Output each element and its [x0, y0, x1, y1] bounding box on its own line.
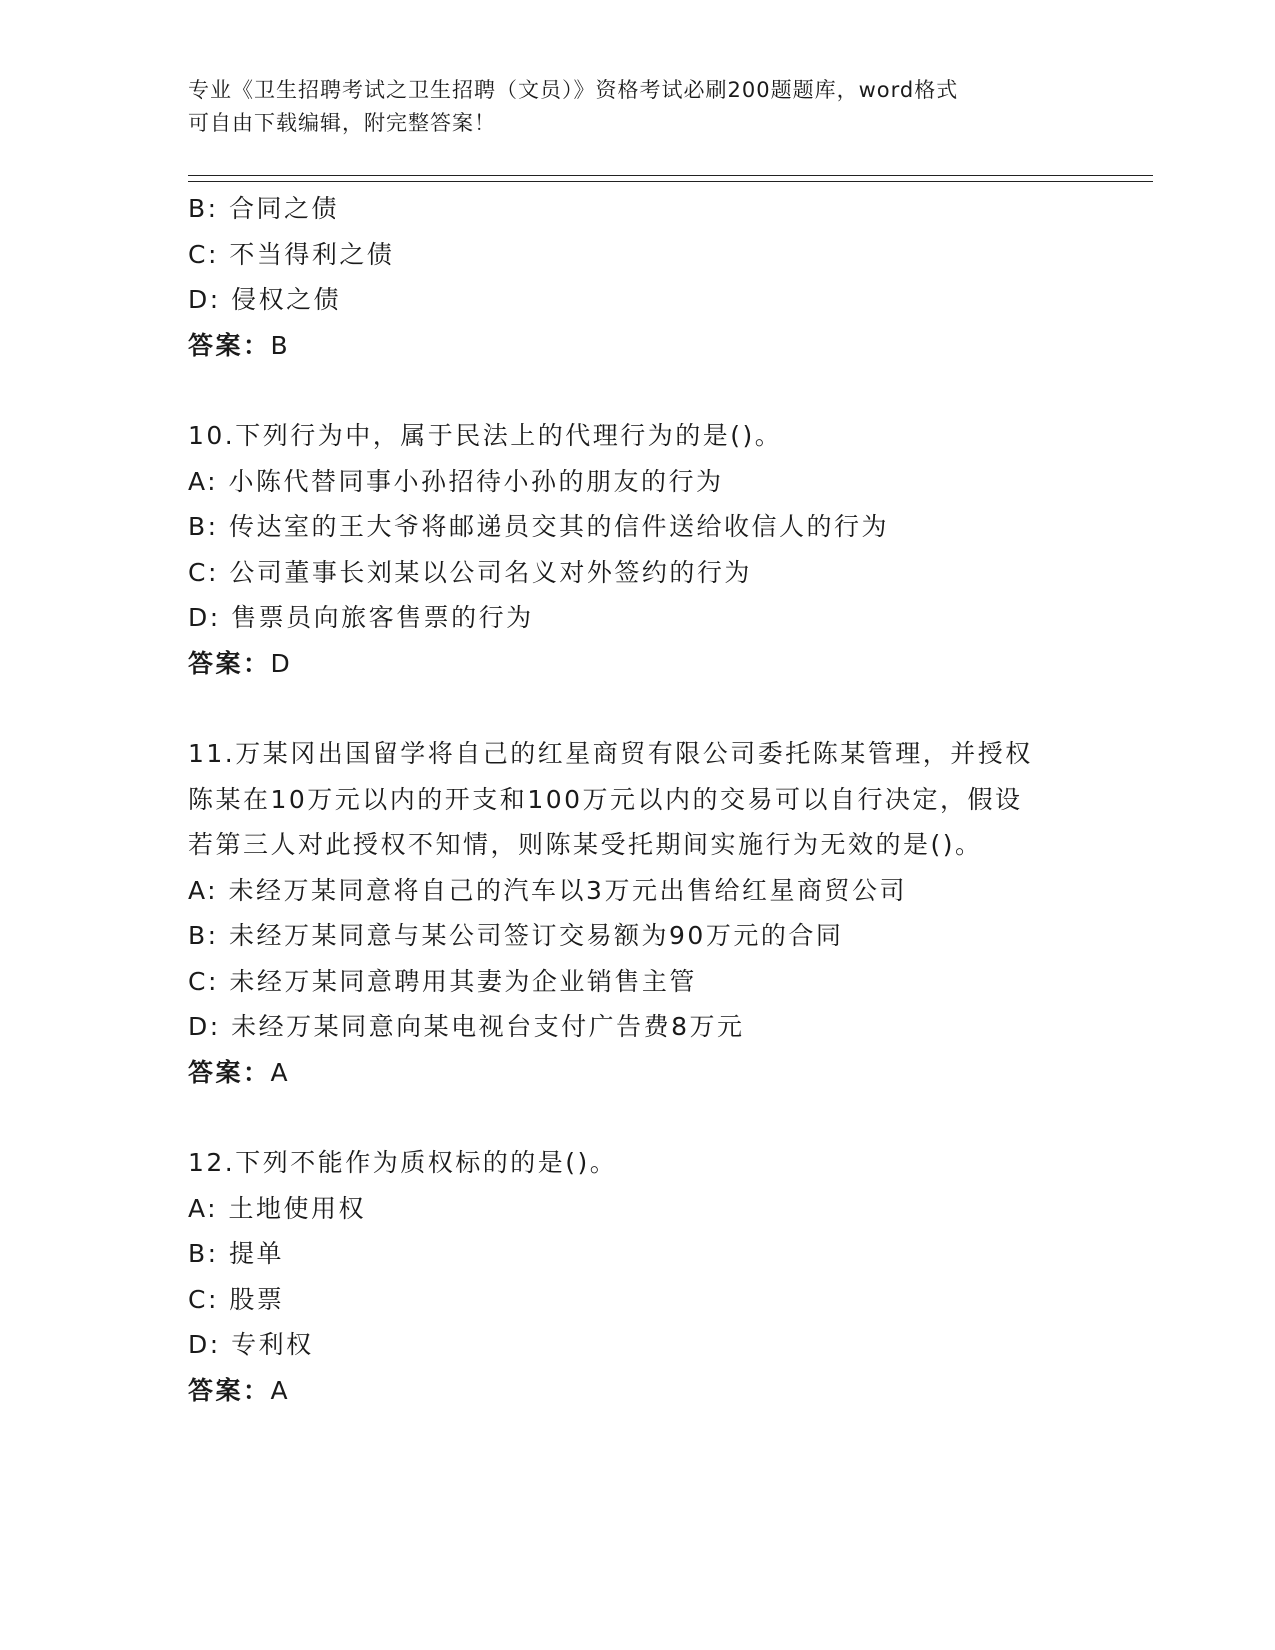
answer-line — [188, 641, 1088, 687]
option-a: A: 未经万某同意将自己的汽车以3万元出售给红星商贸公司 — [188, 875, 907, 905]
option-b: B: 提单 — [188, 1239, 285, 1268]
header-line-1: 专业《卫生招聘考试之卫生招聘（文员）》资格考试必刷200题题库，word格式 — [188, 78, 959, 102]
answer-value: B — [270, 330, 291, 360]
header-line-2: 可自由下载编辑，附完整答案！ — [188, 111, 496, 135]
document-body — [188, 186, 1088, 1458]
question-stem: 10.下列行为中，属于民法上的代理行为的是()。 — [188, 421, 783, 450]
option-b: B: 合同之债 — [188, 194, 340, 223]
answer-value: A — [270, 1375, 291, 1405]
option-c: C: 股票 — [188, 1284, 285, 1314]
option-b: B: 未经万某同意与某公司签订交易额为90万元的合同 — [188, 921, 844, 950]
question-11 — [188, 731, 1088, 1095]
answer-label: 答案： — [188, 648, 271, 678]
option-c: C: 公司董事长刘某以公司名义对外签约的行为 — [188, 557, 752, 587]
option-d: D: 专利权 — [188, 1330, 314, 1359]
header-rule-top — [188, 175, 1153, 176]
page-header — [188, 74, 1088, 140]
answer-line — [188, 1050, 1088, 1096]
answer-line — [188, 1368, 1088, 1414]
option-c: C: 不当得利之债 — [188, 239, 395, 269]
option-b: B: 传达室的王大爷将邮递员交其的信件送给收信人的行为 — [188, 512, 890, 541]
question-stem-line-3: 若第三人对此授权不知情，则陈某受托期间实施行为无效的是()。 — [188, 830, 983, 859]
answer-value: D — [270, 648, 293, 678]
answer-label: 答案： — [188, 330, 271, 360]
option-d: D: 售票员向旅客售票的行为 — [188, 603, 534, 632]
answer-label: 答案： — [188, 1057, 271, 1087]
answer-label: 答案： — [188, 1375, 271, 1405]
answer-line — [188, 323, 1088, 369]
question-12 — [188, 1140, 1088, 1413]
option-d: D: 侵权之债 — [188, 285, 342, 314]
answer-value: A — [270, 1057, 291, 1087]
question-stem-line-1: 11.万某冈出国留学将自己的红星商贸有限公司委托陈某管理，并授权 — [188, 739, 1033, 768]
question-10 — [188, 413, 1088, 686]
header-rule-bottom — [188, 181, 1153, 182]
option-c: C: 未经万某同意聘用其妻为企业销售主管 — [188, 966, 697, 996]
question-stem-line-2: 陈某在10万元以内的开支和100万元以内的交易可以自行决定，假设 — [188, 784, 1023, 814]
question-block-continued — [188, 186, 1088, 368]
question-stem: 12.下列不能作为质权标的的是()。 — [188, 1148, 618, 1177]
option-d: D: 未经万某同意向某电视台支付广告费8万元 — [188, 1012, 745, 1041]
option-a: A: 小陈代替同事小孙招待小孙的朋友的行为 — [188, 466, 724, 496]
option-a: A: 土地使用权 — [188, 1193, 367, 1223]
